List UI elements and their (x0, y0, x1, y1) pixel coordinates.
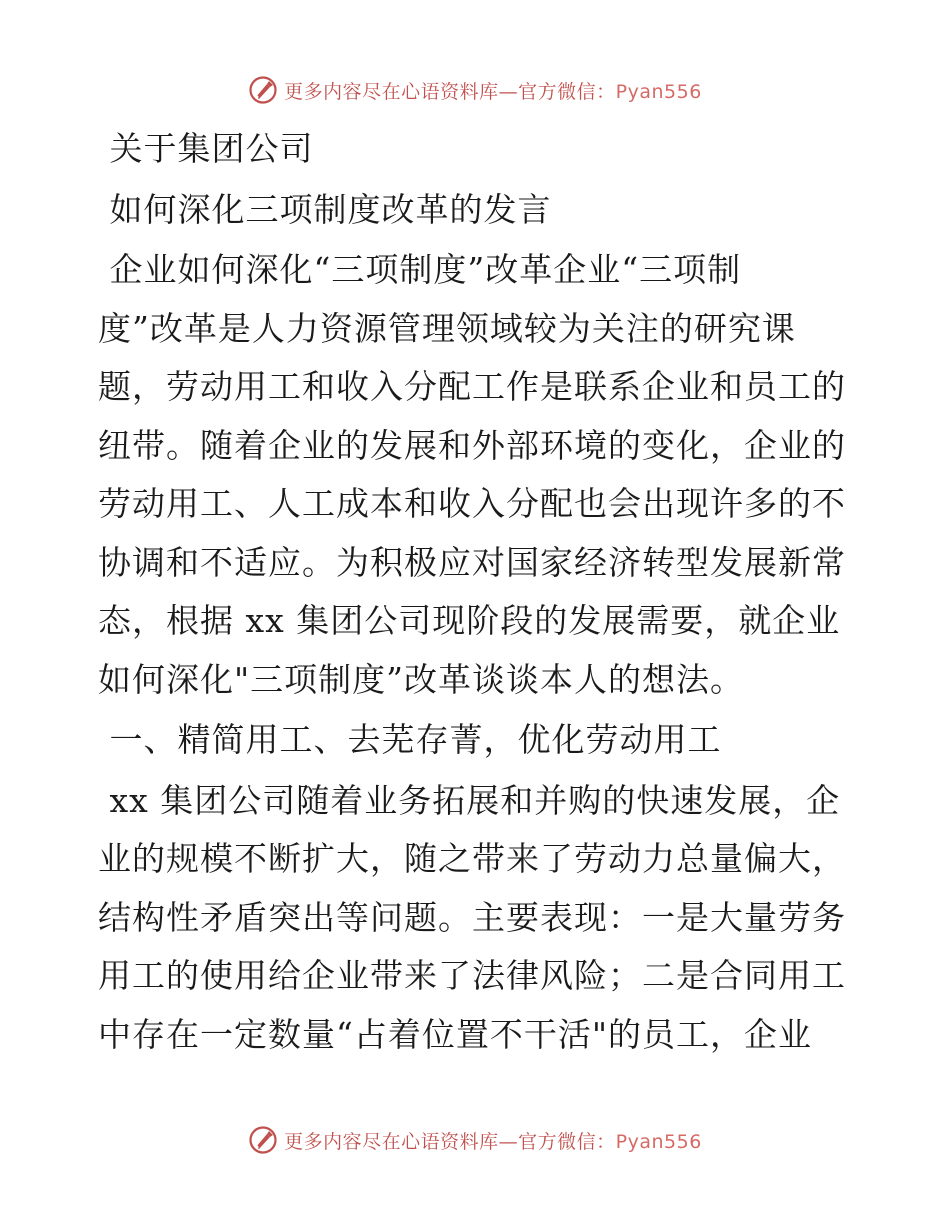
intro-paragraph: 企业如何深化“三项制度”改革企业“三项制 度”改革是人力资源管理领域较为关注的研究课 题，劳动用工和收入分配工作是联系企业和员工的 纽带。随着企业的发展和外部环境的变化，企业的 劳动用工、人工成本和收入分配也会出现许多的不 协调和不适应。为积极应对国家经济转型发展新常 态，根据 xx 集团公司现阶段的发展需要，就企业 如何深化"三项制度”改革谈谈本人的想法。 (98, 250, 846, 699)
pen-logo-icon (248, 1125, 278, 1155)
document-title-line2: 如何深化三项制度改革的发言 (98, 189, 552, 229)
watermark-wechat-id: Pyan556 (615, 1130, 702, 1153)
document-title-line1: 关于集团公司 (98, 129, 314, 168)
section1-heading: 一、精简用工、去芜存菁，优化劳动用工 (98, 720, 722, 759)
watermark-main-text: 更多内容尽在心语资料库—官方微信： (284, 1130, 616, 1153)
watermark-header (0, 70, 950, 110)
pen-logo-icon (248, 75, 278, 105)
watermark-wechat-id: Pyan556 (615, 80, 702, 103)
watermark-footer (0, 1120, 950, 1160)
section1-paragraph: xx 集团公司随着业务拓展和并购的快速发展，企 业的规模不断扩大，随之带来了劳动力总量偏大， 结构性矛盾突出等问题。主要表现：一是大量劳务 用工的使用给企业带来了法律风险；二是合同用工 中存在一定数量“占着位置不干活"的员工，企业 (98, 780, 846, 1054)
watermark-text (284, 1127, 702, 1154)
document-body (98, 120, 858, 1064)
watermark-text (284, 77, 702, 104)
watermark-main-text: 更多内容尽在心语资料库—官方微信： (284, 80, 616, 103)
